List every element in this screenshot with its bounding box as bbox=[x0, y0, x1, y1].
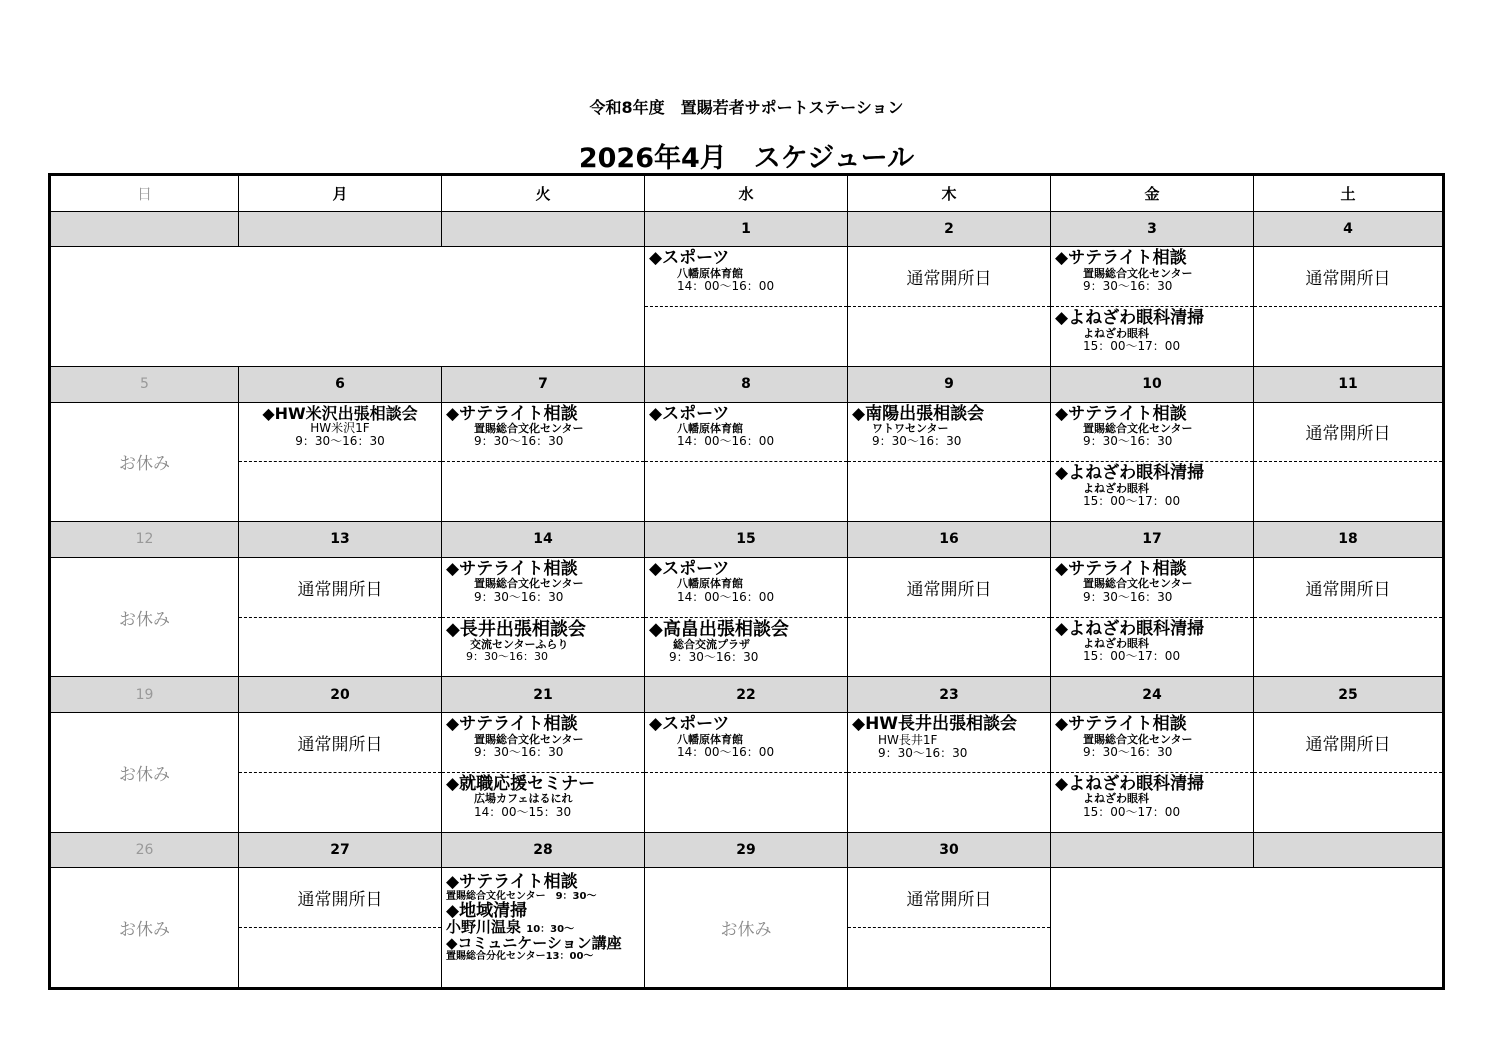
week-2-dates bbox=[50, 366, 1444, 402]
event-title: ◆スポーツ bbox=[649, 248, 730, 269]
event-title: ◆よねざわ眼科清掃 bbox=[1055, 618, 1205, 639]
date-cell: 3 bbox=[1051, 211, 1254, 247]
event-place: 置賜総合文化センター bbox=[1083, 732, 1193, 746]
date-cell: 7 bbox=[442, 366, 645, 402]
event-time: 9：30～16：30 bbox=[1083, 744, 1173, 759]
open-day-label: 通常開所日 bbox=[1254, 402, 1444, 462]
event-sports bbox=[645, 558, 847, 604]
date-cell bbox=[1051, 832, 1254, 868]
event-time: 14：00～16：00 bbox=[677, 589, 775, 604]
empty-cell bbox=[848, 928, 1051, 989]
event-time: 9：30～16：30 bbox=[1083, 434, 1173, 449]
date-cell: 25 bbox=[1254, 677, 1444, 713]
schedule-calendar bbox=[48, 173, 1445, 990]
day-cell-1 bbox=[645, 247, 848, 307]
weekday-sun: 日 bbox=[50, 175, 239, 212]
date-cell: 29 bbox=[645, 832, 848, 868]
event-time: 10：30～ bbox=[526, 924, 575, 936]
weekday-sat: 土 bbox=[1254, 175, 1444, 212]
date-cell: 14 bbox=[442, 522, 645, 558]
closed-day-label: お休み bbox=[50, 557, 239, 677]
empty-cell bbox=[1254, 307, 1444, 367]
empty-cell bbox=[848, 462, 1051, 522]
event-place: 広場カフェはるにれ bbox=[474, 792, 573, 806]
closed-day-label: お休み bbox=[645, 868, 848, 989]
event-title: ◆よねざわ眼科清掃 bbox=[1055, 773, 1205, 794]
date-cell bbox=[1254, 832, 1444, 868]
week-4-events-bottom bbox=[50, 772, 1444, 832]
event-time: 15：00～17：00 bbox=[1083, 804, 1181, 819]
empty-cell bbox=[50, 247, 645, 367]
event-detail: 置賜総合分化センター13：00～ bbox=[446, 950, 594, 962]
event-time: 9：30～16：30 bbox=[1083, 279, 1173, 294]
date-cell: 24 bbox=[1051, 677, 1254, 713]
event-sports bbox=[645, 713, 847, 759]
open-day-label: 通常開所日 bbox=[239, 557, 442, 617]
event-title: ◆サテライト相談 bbox=[446, 403, 578, 424]
event-title: ◆よねざわ眼科清掃 bbox=[1055, 308, 1205, 329]
event-time: 14：00～16：00 bbox=[677, 744, 775, 759]
open-day-label: 通常開所日 bbox=[239, 713, 442, 773]
day-cell-10 bbox=[1051, 402, 1254, 462]
date-cell: 30 bbox=[848, 832, 1051, 868]
weekday-fri: 金 bbox=[1051, 175, 1254, 212]
day-cell-14 bbox=[442, 557, 645, 617]
event-time: 15：00～17：00 bbox=[1083, 494, 1181, 509]
open-day-label: 通常開所日 bbox=[1254, 557, 1444, 617]
date-cell: 16 bbox=[848, 522, 1051, 558]
page-title: 2026年4月 スケジュール bbox=[578, 143, 915, 174]
event-time: 9：30～16：30 bbox=[466, 650, 548, 664]
date-cell: 20 bbox=[239, 677, 442, 713]
day-cell-24b bbox=[1051, 772, 1254, 832]
event-satellite bbox=[1051, 713, 1253, 759]
day-cell-21 bbox=[442, 713, 645, 773]
empty-cell bbox=[239, 928, 442, 989]
event-place: 置賜総合文化センター bbox=[1083, 422, 1193, 436]
day-cell-24 bbox=[1051, 713, 1254, 773]
event-title: ◆長井出張相談会 bbox=[446, 618, 586, 640]
event-place: 八幡原体育館 bbox=[677, 577, 743, 591]
event-time: 9：30～16：30 bbox=[878, 745, 968, 760]
weekday-header bbox=[50, 175, 1444, 212]
event-time: 9：30～16：30 bbox=[474, 589, 564, 604]
event-eye-clinic bbox=[1051, 462, 1253, 508]
event-title: ◆HW長井出張相談会 bbox=[852, 714, 1018, 735]
event-place: 置賜総合文化センター bbox=[474, 577, 584, 591]
event-title: ◆サテライト相談 bbox=[446, 558, 578, 579]
event-detail: 置賜総合文化センター 9：30～ bbox=[446, 891, 597, 903]
closed-day-label: お休み bbox=[50, 402, 239, 522]
week-1-dates bbox=[50, 211, 1444, 247]
event-nagai bbox=[442, 618, 644, 664]
event-time: 14：00～16：00 bbox=[677, 279, 775, 294]
day-cell-17b bbox=[1051, 617, 1254, 677]
empty-cell bbox=[1254, 462, 1444, 522]
date-cell: 13 bbox=[239, 522, 442, 558]
day-cell-10b bbox=[1051, 462, 1254, 522]
event-title: ◆HW米沢出張相談会 bbox=[262, 403, 418, 423]
date-cell: 22 bbox=[645, 677, 848, 713]
event-time: 9：30～16：30 bbox=[295, 434, 385, 449]
weekday-thu: 木 bbox=[848, 175, 1051, 212]
empty-cell bbox=[1254, 772, 1444, 832]
event-satellite bbox=[1051, 403, 1253, 449]
day-cell-22 bbox=[645, 713, 848, 773]
day-cell-8 bbox=[645, 402, 848, 462]
day-cell-9 bbox=[848, 402, 1051, 462]
day-cell-3b bbox=[1051, 307, 1254, 367]
open-day-label: 通常開所日 bbox=[848, 247, 1051, 307]
week-5-events-top bbox=[50, 868, 1444, 928]
day-cell-21b bbox=[442, 772, 645, 832]
event-title: ◆スポーツ bbox=[649, 558, 730, 579]
date-cell: 12 bbox=[50, 522, 239, 558]
open-day-label: 通常開所日 bbox=[1254, 247, 1444, 307]
event-satellite bbox=[442, 403, 644, 449]
open-day-label: 通常開所日 bbox=[239, 868, 442, 928]
open-day-label: 通常開所日 bbox=[1254, 713, 1444, 773]
event-place: 置賜総合文化センター bbox=[1083, 577, 1193, 591]
event-time: 15：00～17：00 bbox=[1083, 649, 1181, 664]
empty-cell bbox=[645, 307, 848, 367]
event-sports bbox=[645, 403, 847, 449]
date-cell: 10 bbox=[1051, 366, 1254, 402]
empty-cell bbox=[239, 772, 442, 832]
event-time: 9：30～16：30 bbox=[474, 744, 564, 759]
event-title: ◆南陽出張相談会 bbox=[852, 403, 985, 424]
date-cell bbox=[239, 211, 442, 247]
event-nanyo bbox=[848, 403, 1050, 449]
event-place: よねざわ眼科 bbox=[1083, 792, 1149, 806]
empty-cell bbox=[239, 617, 442, 677]
event-time: 9：30～16：30 bbox=[474, 434, 564, 449]
date-cell: 18 bbox=[1254, 522, 1444, 558]
event-place: ワトワセンター bbox=[872, 422, 949, 436]
event-place: 交流センターふらり bbox=[470, 638, 569, 652]
event-hw-nagai bbox=[848, 713, 1050, 760]
open-day-label: 通常開所日 bbox=[848, 557, 1051, 617]
empty-cell bbox=[1051, 868, 1444, 989]
event-place: よねざわ眼科 bbox=[1083, 482, 1149, 496]
event-place: HW米沢1F bbox=[310, 421, 370, 436]
day-cell-3 bbox=[1051, 247, 1254, 307]
week-4-dates bbox=[50, 677, 1444, 713]
event-satellite bbox=[1051, 558, 1253, 604]
event-time: 9：30～16：30 bbox=[669, 650, 759, 665]
event-place: 置賜総合文化センター bbox=[474, 732, 584, 746]
closed-day-label: お休み bbox=[50, 868, 239, 989]
event-title: ◆サテライト相談 bbox=[446, 872, 578, 893]
week-2-events-bottom bbox=[50, 462, 1444, 522]
date-cell: 4 bbox=[1254, 211, 1444, 247]
week-4-events-top bbox=[50, 713, 1444, 773]
event-sports bbox=[645, 247, 847, 293]
event-eye-clinic bbox=[1051, 773, 1253, 819]
event-time: 9：30～16：30 bbox=[1083, 589, 1173, 604]
event-eye-clinic bbox=[1051, 618, 1253, 664]
event-list-28 bbox=[442, 868, 644, 962]
date-cell: 27 bbox=[239, 832, 442, 868]
empty-cell bbox=[442, 462, 645, 522]
event-title: ◆よねざわ眼科清掃 bbox=[1055, 463, 1205, 484]
event-title: ◆サテライト相談 bbox=[446, 714, 578, 735]
empty-cell bbox=[645, 462, 848, 522]
closed-day-label: お休み bbox=[50, 713, 239, 833]
date-cell: 26 bbox=[50, 832, 239, 868]
event-time: 15：00～17：00 bbox=[1083, 338, 1181, 353]
day-cell-7 bbox=[442, 402, 645, 462]
event-place: 小野川温泉 bbox=[446, 918, 522, 937]
date-cell: 21 bbox=[442, 677, 645, 713]
date-cell: 1 bbox=[645, 211, 848, 247]
empty-cell bbox=[848, 307, 1051, 367]
event-title: ◆就職応援セミナー bbox=[446, 773, 596, 794]
event-title: ◆スポーツ bbox=[649, 714, 730, 735]
event-takahata bbox=[645, 618, 847, 665]
event-title: ◆コミュニケーション講座 bbox=[446, 934, 622, 953]
empty-cell bbox=[645, 772, 848, 832]
event-title: ◆サテライト相談 bbox=[1055, 558, 1187, 579]
empty-cell bbox=[239, 462, 442, 522]
event-time: 14：00～15：30 bbox=[474, 804, 572, 819]
event-place: 総合交流プラザ bbox=[673, 638, 750, 652]
event-title: ◆サテライト相談 bbox=[1055, 403, 1187, 424]
day-cell-23 bbox=[848, 713, 1051, 773]
date-cell: 15 bbox=[645, 522, 848, 558]
event-place: 八幡原体育館 bbox=[677, 422, 743, 436]
event-place: 八幡原体育館 bbox=[677, 732, 743, 746]
event-time: 9：30～16：30 bbox=[872, 434, 962, 449]
event-seminar bbox=[442, 773, 644, 819]
date-cell: 5 bbox=[50, 366, 239, 402]
date-cell: 11 bbox=[1254, 366, 1444, 402]
date-cell: 17 bbox=[1051, 522, 1254, 558]
event-place: 置賜総合文化センター bbox=[474, 422, 584, 436]
event-title: ◆高畠出張相談会 bbox=[649, 618, 789, 640]
week-1-events-top bbox=[50, 247, 1444, 307]
event-title: ◆サテライト相談 bbox=[1055, 248, 1187, 269]
event-title: ◆地域清掃 bbox=[446, 900, 528, 921]
event-eye-clinic bbox=[1051, 307, 1253, 353]
weekday-mon: 月 bbox=[239, 175, 442, 212]
day-cell-6 bbox=[239, 402, 442, 462]
event-place: 八幡原体育館 bbox=[677, 267, 743, 281]
day-cell-15b bbox=[645, 617, 848, 677]
week-2-events-top bbox=[50, 402, 1444, 462]
date-cell: 28 bbox=[442, 832, 645, 868]
event-place: 置賜総合文化センター bbox=[1083, 267, 1193, 281]
date-cell bbox=[50, 211, 239, 247]
event-title: ◆サテライト相談 bbox=[1055, 714, 1187, 735]
weekday-wed: 水 bbox=[645, 175, 848, 212]
event-time: 14：00～16：00 bbox=[677, 434, 775, 449]
date-cell: 23 bbox=[848, 677, 1051, 713]
date-cell: 6 bbox=[239, 366, 442, 402]
event-place: HW長井1F bbox=[878, 732, 938, 747]
open-day-label: 通常開所日 bbox=[848, 868, 1051, 928]
event-place: よねざわ眼科 bbox=[1083, 637, 1149, 651]
event-satellite bbox=[1051, 247, 1253, 293]
day-cell-28 bbox=[442, 868, 645, 989]
date-cell: 2 bbox=[848, 211, 1051, 247]
event-satellite bbox=[442, 713, 644, 759]
event-place: よねざわ眼科 bbox=[1083, 326, 1149, 340]
date-cell: 8 bbox=[645, 366, 848, 402]
day-cell-15 bbox=[645, 557, 848, 617]
day-cell-14b bbox=[442, 617, 645, 677]
empty-cell bbox=[1254, 617, 1444, 677]
week-3-events-top bbox=[50, 557, 1444, 617]
date-cell bbox=[442, 211, 645, 247]
date-cell: 19 bbox=[50, 677, 239, 713]
week-5-dates bbox=[50, 832, 1444, 868]
weekday-tue: 火 bbox=[442, 175, 645, 212]
event-hw-yonezawa bbox=[239, 403, 441, 449]
empty-cell bbox=[848, 617, 1051, 677]
empty-cell bbox=[848, 772, 1051, 832]
week-3-events-bottom bbox=[50, 617, 1444, 677]
week-3-dates bbox=[50, 522, 1444, 558]
org-title: 令和8年度 置賜若者サポートステーション bbox=[589, 98, 904, 117]
event-satellite bbox=[442, 558, 644, 604]
event-title: ◆スポーツ bbox=[649, 403, 730, 424]
day-cell-17 bbox=[1051, 557, 1254, 617]
date-cell: 9 bbox=[848, 366, 1051, 402]
